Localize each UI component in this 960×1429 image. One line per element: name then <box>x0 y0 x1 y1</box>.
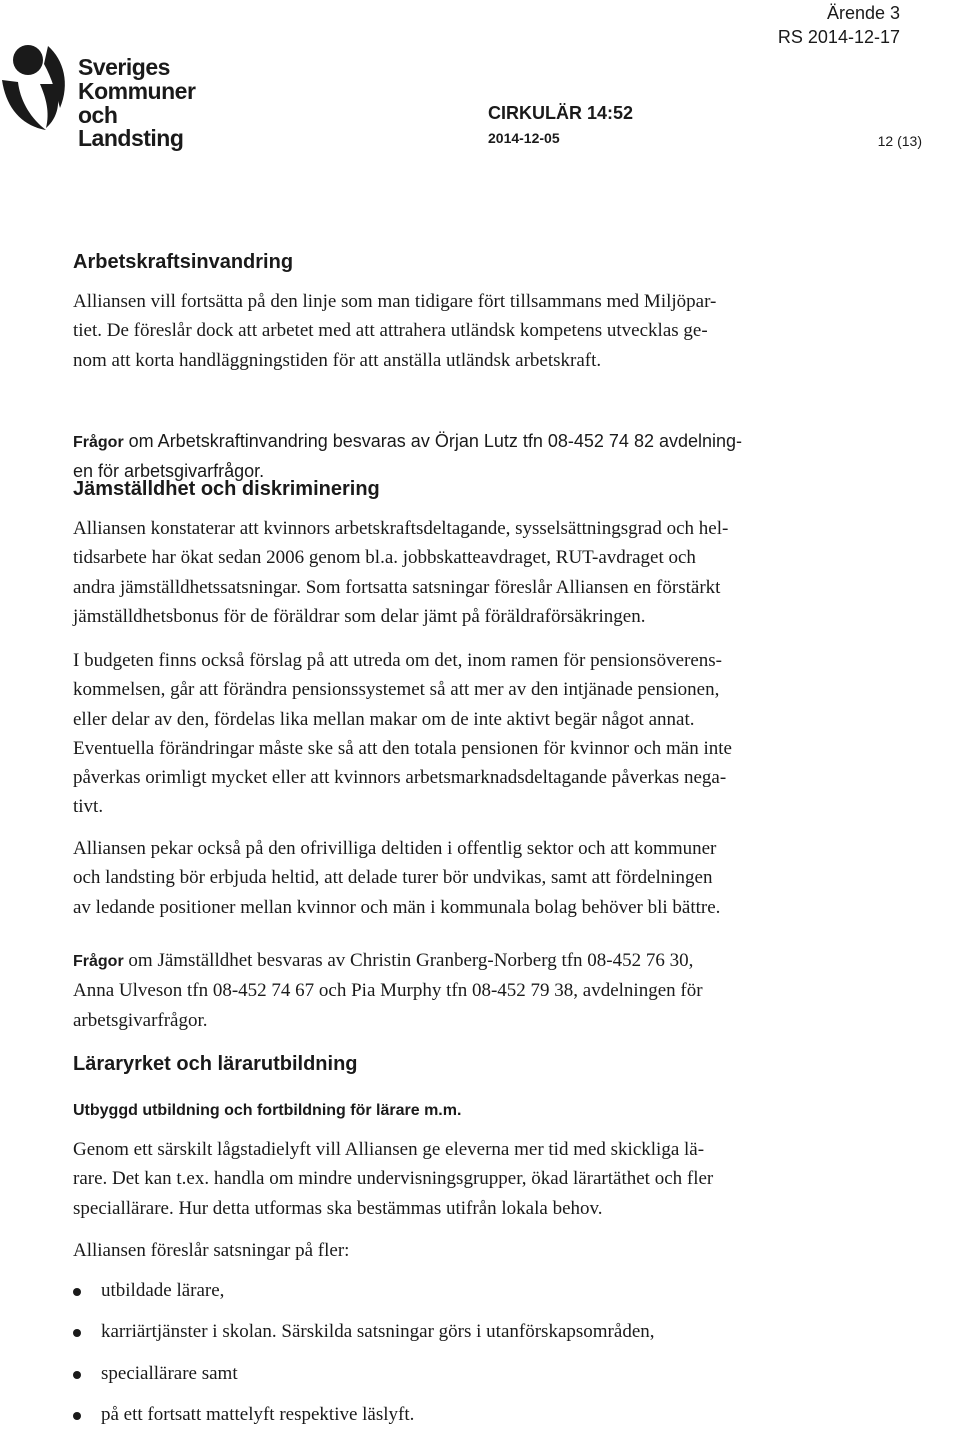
paragraph-jamstalldhet-2 <box>73 646 732 822</box>
bullet-icon <box>73 1412 81 1420</box>
circular-date: 2014-12-05 <box>488 130 560 146</box>
text-line: jämställdhetsbonus för de föräldrar som delar jämt på föräldraförsäkringen. <box>73 605 646 627</box>
text-line: kommelsen, går att förändra pensionssystemet så att mer av den intjänade pensionen, <box>73 679 720 701</box>
circular-title: CIRKULÄR 14:52 <box>488 103 634 123</box>
text-line: tidsarbete har ökat sedan 2006 genom bl.a. jobbskatteavdraget, RUT-avdraget och <box>73 547 696 569</box>
skl-logo-mark-icon <box>0 38 75 138</box>
logo-line-1: Sveriges <box>78 54 170 80</box>
text-line: I budgeten finns också förslag på att utreda om det, inom ramen för pensionsöverens- <box>73 650 722 671</box>
questions-label: Frågor <box>73 434 124 451</box>
bullet-icon <box>73 1371 81 1379</box>
questions-text: om Jämställdhet besvaras av Christin Granberg-Norberg tfn 08-452 76 30, <box>123 950 694 971</box>
logo-line-3: och Landsting <box>78 102 184 151</box>
paragraph-jamstalldhet-1 <box>73 514 728 631</box>
text-line: Alliansen pekar också på den ofrivilliga deltiden i offentlig sektor och att kommuner <box>73 838 717 859</box>
skl-logo <box>0 38 220 151</box>
arende-label: Ärende 3 <box>826 3 900 23</box>
heading-arbetskraftsinvandring: Arbetskraftsinvandring <box>73 251 294 273</box>
rs-date: RS 2014-12-17 <box>777 27 900 47</box>
heading-lararyrket: Läraryrket och lärarutbildning <box>73 1053 358 1075</box>
subheading-utbildning: Utbyggd utbildning och fortbildning för lärare m.m. <box>73 1102 462 1119</box>
text-line: Alliansen vill fortsätta på den linje som man tidigare fört tillsammans med Miljöpar- <box>73 291 717 312</box>
heading-jamstalldhet: Jämställdhet och diskriminering <box>73 478 380 500</box>
list-item-text: karriärtjänster i skolan. Särskilda satsningar görs i utanförskapsområden, <box>101 1321 655 1342</box>
text-line: tivt. <box>73 796 104 818</box>
text-line: speciallärare. Hur detta utformas ska bestämmas utifrån lokala behov. <box>73 1197 603 1219</box>
bullet-icon <box>73 1288 81 1296</box>
paragraph-arbetskraft <box>73 287 716 375</box>
paragraph-lararyrket-2: Alliansen föreslår satsningar på fler: <box>73 1240 350 1261</box>
text-line: nom att korta handläggningstiden för att anställa utländsk arbetskraft. <box>73 349 602 371</box>
text-line: eller delar av den, fördelas lika mellan makar om de inte aktivt begär något annat. <box>73 708 695 730</box>
questions-label: Frågor <box>73 953 124 970</box>
questions-text: en för arbetsgivarfrågor. <box>73 461 265 482</box>
text-line: och landsting bör erbjuda heltid, att delade turer bör undvikas, samt att fördelningen <box>73 867 713 889</box>
list-item-text: speciallärare samt <box>101 1363 238 1384</box>
questions-text: arbetsgivarfrågor. <box>73 1009 208 1031</box>
text-line: påverkas orimligt mycket eller att kvinnors arbetsmarknadsdeltagande påverkas nega- <box>73 767 727 789</box>
text-line: av ledande positioner mellan kvinnor och män i kommunala bolag behöver bli bättre. <box>73 896 721 918</box>
bullet-icon <box>73 1329 81 1337</box>
list-item-text: utbildade lärare, <box>101 1280 225 1301</box>
text-line: Alliansen konstaterar att kvinnors arbetskraftsdeltagande, sysselsättningsgrad och hel- <box>73 518 729 539</box>
questions-text: om Arbetskraftinvandring besvaras av Örjan Lutz tfn 08-452 74 82 avdelning- <box>123 431 743 451</box>
paragraph-jamstalldhet-3 <box>73 834 720 922</box>
questions-text: Anna Ulveson tfn 08-452 74 67 och Pia Murphy tfn 08-452 79 38, avdelningen för <box>73 980 703 1002</box>
text-line: tiet. De föreslår dock att arbetet med att attrahera utländsk kompetens utvecklas ge- <box>73 320 708 342</box>
text-line: Eventuella förändringar måste ske så att den totala pensionen för kvinnor och män inte <box>73 737 732 759</box>
text-line: Genom ett särskilt lågstadielyft vill Alliansen ge eleverna mer tid med skickliga lä- <box>73 1139 705 1160</box>
page-number: 12 (13) <box>877 133 922 149</box>
logo-line-2: Kommuner <box>78 78 196 104</box>
text-line: andra jämställdhetssatsningar. Som fortsatta satsningar föreslår Alliansen en förstärkt <box>73 576 721 598</box>
list-item-text: på ett fortsatt mattelyft respektive läslyft. <box>101 1404 415 1425</box>
paragraph-lararyrket-1 <box>73 1135 713 1223</box>
questions-jamstalldhet <box>73 946 703 1035</box>
text-line: rare. Det kan t.ex. handla om mindre undervisningsgrupper, ökad lärartäthet och fler <box>73 1168 714 1190</box>
